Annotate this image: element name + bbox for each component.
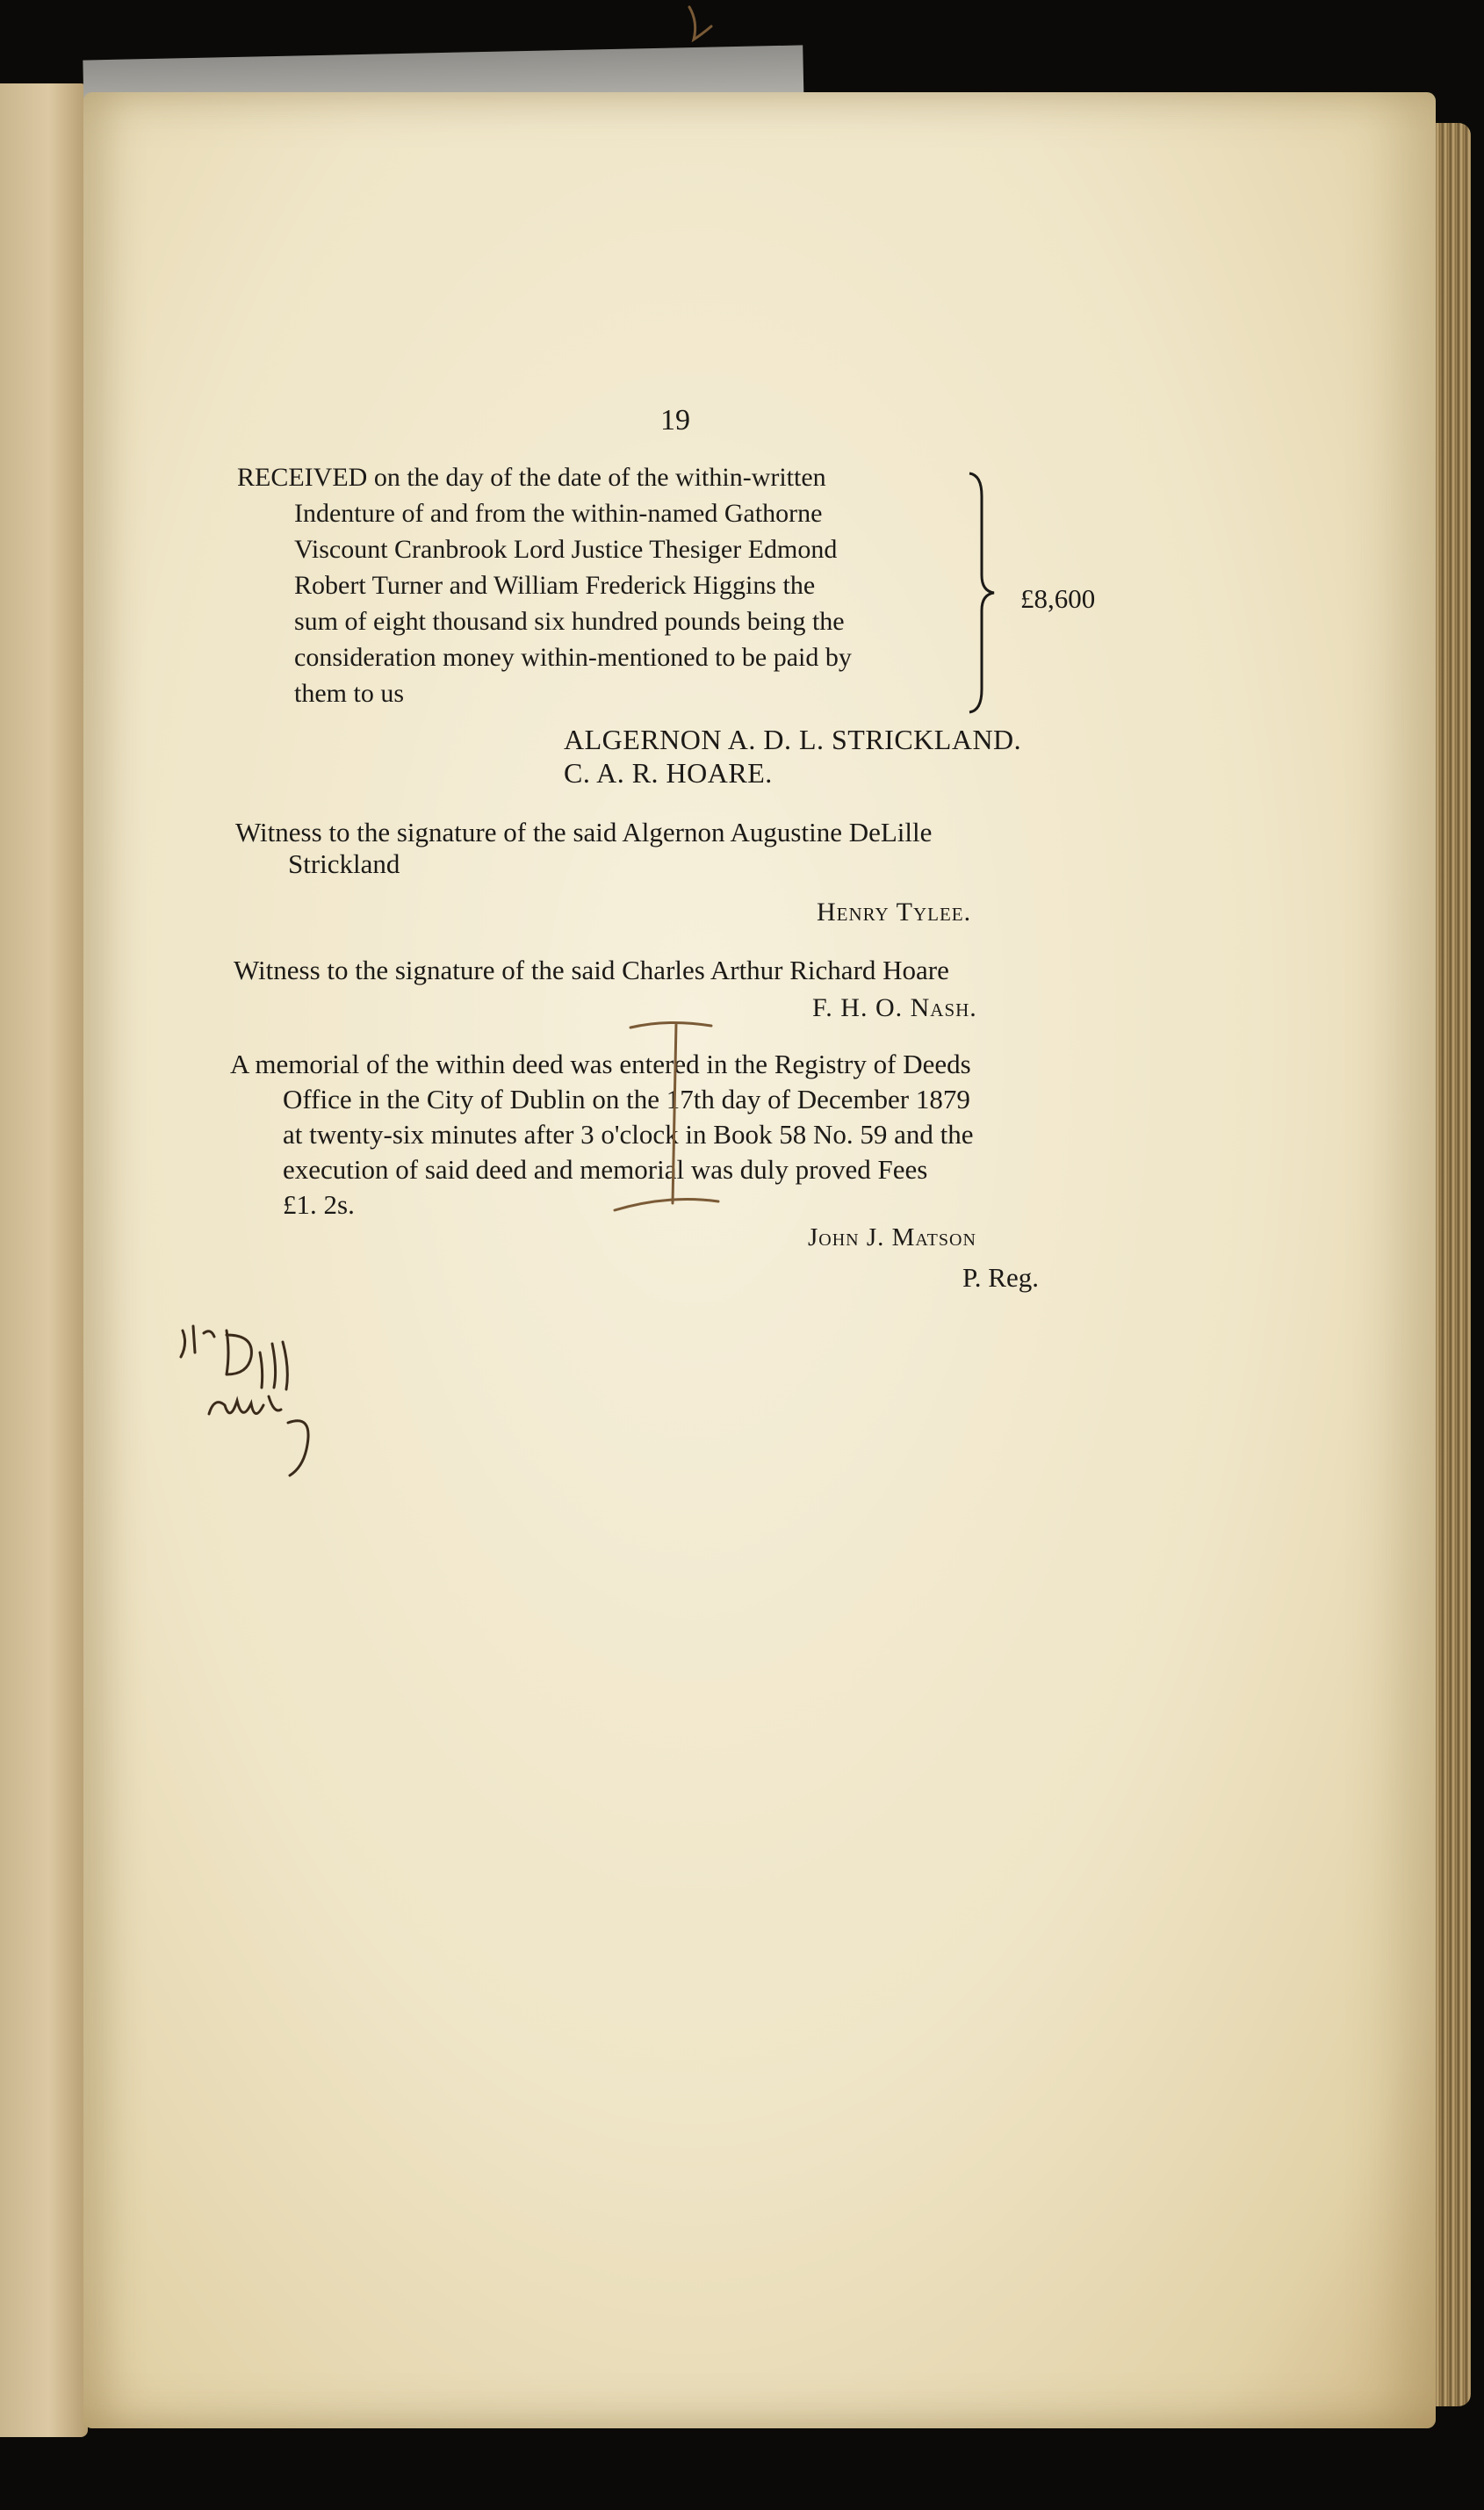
receipt-amount: £8,600: [1020, 583, 1096, 614]
signatory-hoare: C. A. R. HOARE.: [564, 757, 773, 789]
signatory-strickland: ALGERNON A. D. L. STRICKLAND.: [564, 724, 1022, 755]
page-number: 19: [660, 404, 690, 436]
registrar-name: John J. Matson: [808, 1223, 976, 1251]
memorial-line: £1. 2s.: [283, 1189, 355, 1220]
receipt-line: sum of eight thousand six hundred pounds being the: [294, 607, 845, 636]
receipt-line: consideration money within-mentioned to be paid by: [294, 643, 852, 672]
witness-statement-1-cont: Strickland: [288, 848, 400, 879]
witness-name-nash: F. H. O. Nash.: [812, 993, 977, 1022]
memorial-line: A memorial of the within deed was entered in the Registry of Deeds: [230, 1049, 971, 1079]
witness-statement-2: Witness to the signature of the said Charles Arthur Richard Hoare: [234, 955, 949, 985]
pencil-tick-top: [689, 7, 711, 40]
receipt-paragraph: [237, 459, 966, 711]
receipt-line: Robert Turner and William Frederick Higgins the: [294, 571, 816, 600]
left-page-edge: [0, 83, 88, 2437]
document-page: [83, 92, 1436, 2428]
witness-name-tylee: Henry Tylee.: [817, 898, 972, 927]
receipt-line: them to us: [294, 679, 404, 708]
receipt-line: Indenture of and from the within-named Gathorne: [294, 499, 823, 528]
right-brace: [966, 470, 1001, 716]
memorial-line: at twenty-six minutes after 3 o'clock in Book 58 No. 59 and the: [283, 1119, 974, 1150]
memorial-line: execution of said deed and memorial was duly proved Fees: [283, 1154, 928, 1185]
memorial-line: Office in the City of Dublin on the 17th day of December 1879: [283, 1084, 970, 1114]
registrar-title: P. Reg.: [962, 1262, 1039, 1293]
receipt-line: RECEIVED on the day of the date of the within-written: [237, 463, 826, 492]
receipt-line: Viscount Cranbrook Lord Justice Thesiger Edmond: [294, 535, 838, 564]
witness-statement-1: Witness to the signature of the said Algernon Augustine DeLille: [235, 817, 933, 847]
memorial-paragraph: [230, 1047, 973, 1223]
